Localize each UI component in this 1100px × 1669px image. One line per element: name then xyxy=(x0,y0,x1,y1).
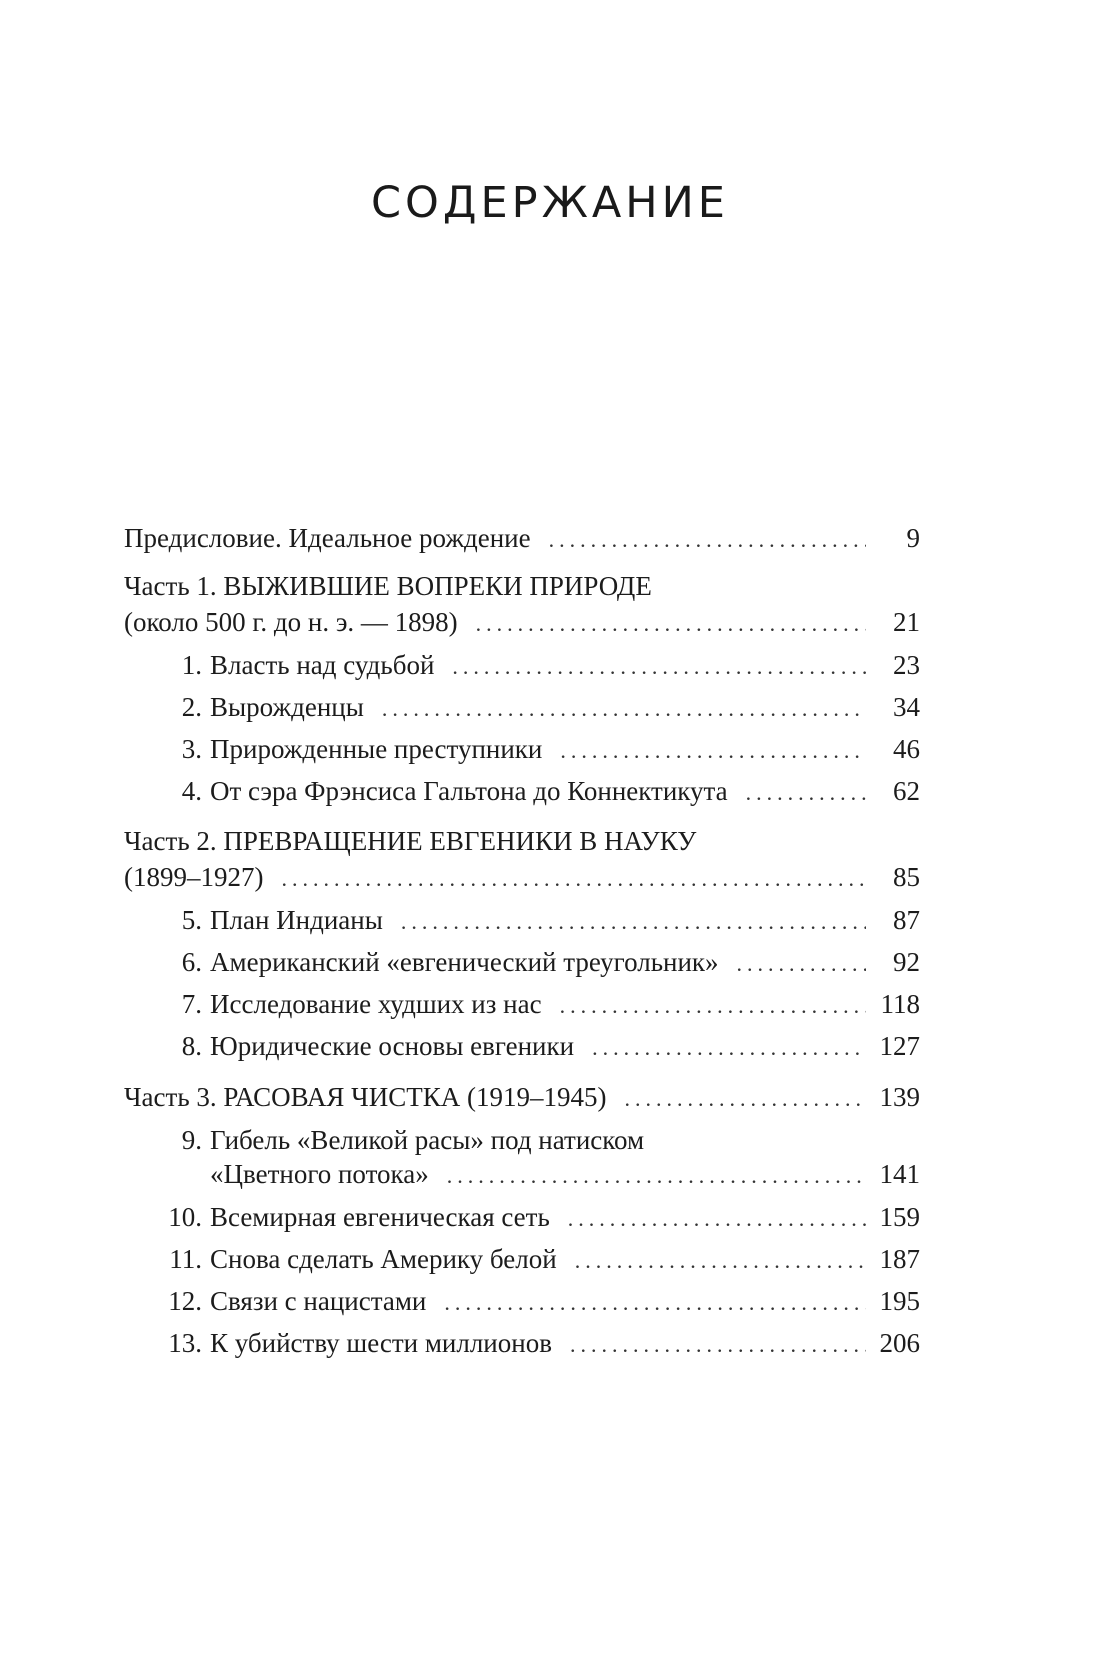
chapter-number: 13. xyxy=(168,1328,202,1358)
toc-page-number: 92 xyxy=(893,947,920,977)
dot-leader xyxy=(382,689,866,729)
chapter-title: Американский «евгенический треугольник» xyxy=(210,947,719,977)
toc-chapter-4[interactable] xyxy=(154,771,920,811)
toc-part-title: Часть 3. РАСОВАЯ ЧИСТКА (1919–1945) xyxy=(124,1082,607,1112)
toc-page-number: 206 xyxy=(879,1328,920,1358)
chapter-title: Власть над судьбой xyxy=(210,650,435,680)
toc-chapter-11[interactable] xyxy=(154,1239,920,1279)
toc-page-number: 21 xyxy=(893,607,920,637)
toc-entry-title: Предисловие. Идеальное рождение xyxy=(124,523,531,553)
toc-page-number: 139 xyxy=(879,1082,920,1112)
dot-leader xyxy=(624,1079,866,1119)
chapter-title: План Индианы xyxy=(210,905,383,935)
toc-part-1-dates[interactable] xyxy=(124,602,920,642)
toc-page-number: 34 xyxy=(893,692,920,722)
dot-leader xyxy=(568,1199,866,1239)
chapter-title: Юридические основы евгеники xyxy=(210,1031,575,1061)
chapter-title: К убийству шести миллионов xyxy=(210,1328,552,1358)
toc-page-number: 87 xyxy=(893,905,920,935)
chapter-title-continued: «Цветного потока» xyxy=(210,1159,429,1189)
toc-page-number: 46 xyxy=(893,734,920,764)
toc-chapter-13[interactable] xyxy=(154,1323,920,1363)
toc-chapter-1[interactable] xyxy=(154,645,920,685)
chapter-number: 8. xyxy=(181,1031,202,1061)
toc-chapter-6[interactable] xyxy=(154,942,920,982)
dot-leader xyxy=(575,1241,866,1281)
chapter-number: 12. xyxy=(168,1286,202,1316)
toc-chapter-3[interactable] xyxy=(154,729,920,769)
dot-leader xyxy=(452,647,866,687)
dot-leader xyxy=(737,944,866,984)
toc-part-2-dates[interactable] xyxy=(124,857,920,897)
toc-part-dates: (1899–1927) xyxy=(124,862,264,892)
toc-part-title: Часть 1. ВЫЖИВШИЕ ВОПРЕКИ ПРИРОДЕ xyxy=(124,571,652,601)
dot-leader xyxy=(560,986,866,1026)
chapter-title: Прирожденные преступники xyxy=(210,734,543,764)
toc-chapter-7[interactable] xyxy=(154,984,920,1024)
chapter-title: Вырожденцы xyxy=(210,692,364,722)
toc-chapter-12[interactable] xyxy=(154,1281,920,1321)
dot-leader xyxy=(549,520,866,560)
toc-page-number: 62 xyxy=(893,776,920,806)
dot-leader xyxy=(592,1028,866,1068)
chapter-title: Снова сделать Америку белой xyxy=(210,1244,557,1274)
chapter-title: Связи с нацистами xyxy=(210,1286,427,1316)
toc-page-number: 187 xyxy=(879,1244,920,1274)
toc-part-title: Часть 2. ПРЕВРАЩЕНИЕ ЕВГЕНИКИ В НАУКУ xyxy=(124,826,697,856)
chapter-number: 5. xyxy=(181,905,202,935)
toc-page-number: 85 xyxy=(893,862,920,892)
toc-chapter-9-continued[interactable] xyxy=(154,1154,920,1194)
dot-leader xyxy=(746,773,866,813)
toc-chapter-8[interactable] xyxy=(154,1026,920,1066)
chapter-number: 1. xyxy=(181,650,202,680)
chapter-number: 4. xyxy=(181,776,202,806)
dot-leader xyxy=(281,859,866,899)
chapter-number: 10. xyxy=(168,1202,202,1232)
dot-leader xyxy=(447,1156,866,1196)
dot-leader xyxy=(570,1325,866,1365)
toc-chapter-2[interactable] xyxy=(154,687,920,727)
toc-part-3-heading[interactable] xyxy=(124,1077,920,1117)
toc-page-number: 9 xyxy=(906,523,920,553)
page-title: СОДЕРЖАНИЕ xyxy=(371,178,729,228)
toc-page-number: 195 xyxy=(879,1286,920,1316)
chapter-number: 9. xyxy=(181,1125,202,1155)
toc-part-2-heading[interactable] xyxy=(124,821,920,861)
toc-page-number: 141 xyxy=(879,1159,920,1189)
chapter-number: 6. xyxy=(181,947,202,977)
toc-page-number: 118 xyxy=(880,989,920,1019)
chapter-title: Исследование худших из нас xyxy=(210,989,542,1019)
toc-chapter-5[interactable] xyxy=(154,900,920,940)
toc-page-number: 127 xyxy=(879,1031,920,1061)
chapter-number: 7. xyxy=(181,989,202,1019)
chapter-number: 3. xyxy=(181,734,202,764)
toc-chapter-10[interactable] xyxy=(154,1197,920,1237)
chapter-number: 2. xyxy=(181,692,202,722)
dot-leader xyxy=(401,902,866,942)
chapter-title: Гибель «Великой расы» под натиском xyxy=(210,1125,645,1155)
toc-page-number: 23 xyxy=(893,650,920,680)
chapter-title: Всемирная евгеническая сеть xyxy=(210,1202,550,1232)
toc-page-number: 159 xyxy=(879,1202,920,1232)
toc-part-dates: (около 500 г. до н. э. — 1898) xyxy=(124,607,458,637)
chapter-number: 11. xyxy=(169,1244,202,1274)
dot-leader xyxy=(560,731,866,771)
toc-entry-preface[interactable] xyxy=(124,518,920,558)
chapter-title: От сэра Фрэнсиса Гальтона до Коннектикута xyxy=(210,776,728,806)
dot-leader xyxy=(476,604,866,644)
dot-leader xyxy=(444,1283,866,1323)
toc-part-1-heading[interactable] xyxy=(124,566,920,606)
